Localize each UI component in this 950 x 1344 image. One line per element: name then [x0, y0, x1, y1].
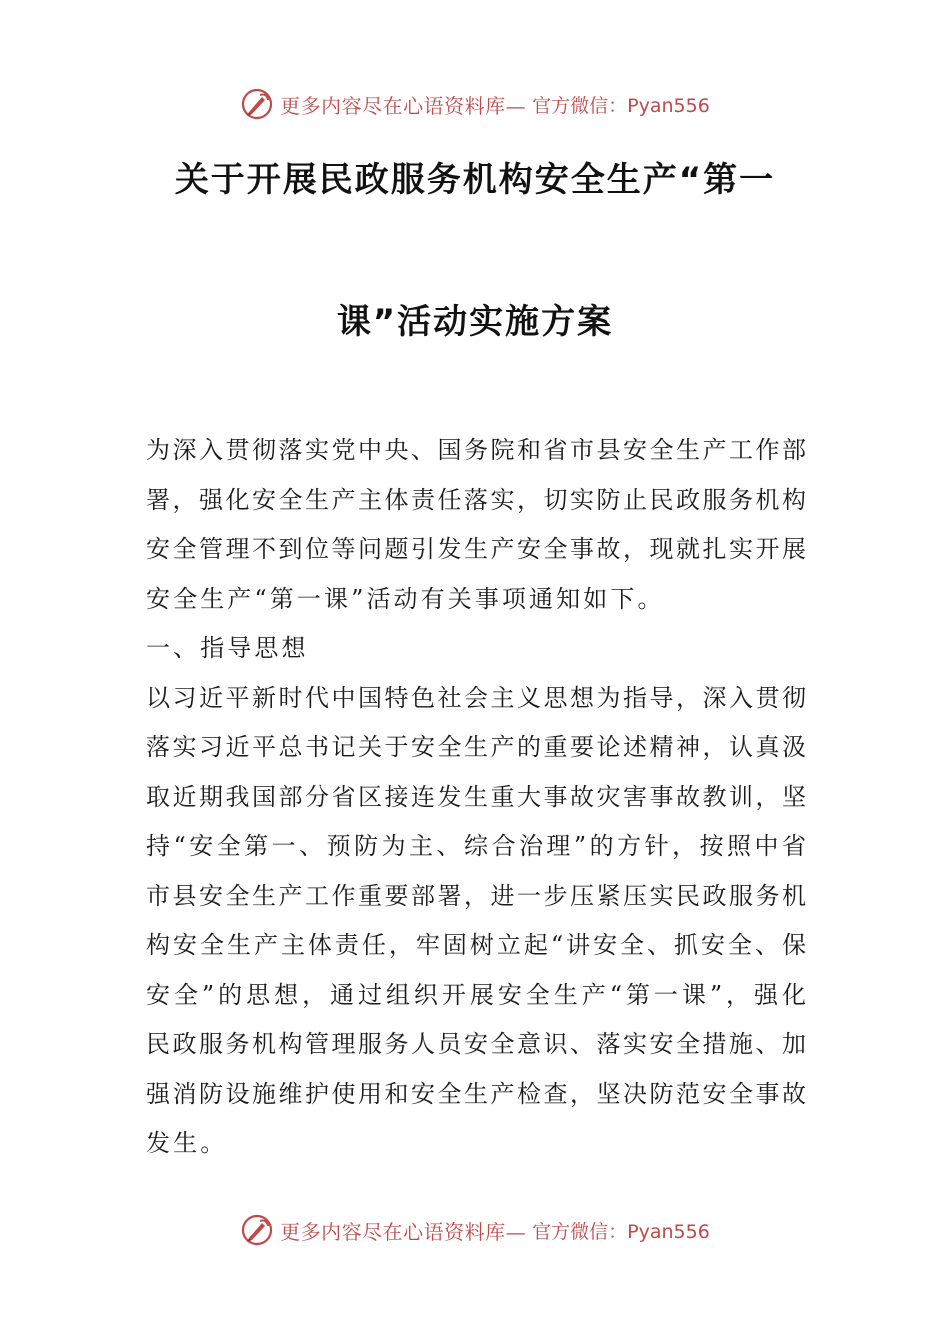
body-line: 安全管理不到位等问题引发生产安全事故，现就扎实开展 [146, 535, 806, 563]
section-heading: 一、指导思想 [146, 634, 309, 662]
pen-logo-icon [240, 87, 274, 121]
body-line: 安全生产“第一课”活动有关事项通知如下。 [146, 584, 665, 613]
body-line: 为深入贯彻落实党中央、国务院和省市县安全生产工作部 [146, 436, 806, 464]
body-line: 民政服务机构管理服务人员安全意识、落实安全措施、加 [146, 1030, 806, 1058]
body-line: 强消防设施维护使用和安全生产检查，坚决防范安全事故 [146, 1079, 806, 1108]
body-line: 以习近平新时代中国特色社会主义思想为指导，深入贯彻 [146, 683, 806, 712]
document-title-line-1: 关于开展民政服务机构安全生产“第一 [174, 160, 776, 200]
body-line: 构安全生产主体责任，牢固树立起“讲安全、抓安全、保 [146, 931, 806, 959]
body-line: 持“安全第一、预防为主、综合治理”的方针，按照中省 [146, 832, 806, 860]
body-line: 署，强化安全生产主体责任落实，切实防止民政服务机构 [146, 485, 806, 514]
document-title-line-2: 课”活动实施方案 [336, 302, 614, 342]
body-line: 取近期我国部分省区接连发生重大事故灾害事故教训，坚 [146, 782, 806, 811]
watermark-header [0, 84, 950, 124]
watermark-text: 更多内容尽在心语资料库— [280, 1219, 527, 1244]
body-line: 安全”的思想，通过组织开展安全生产“第一课”，强化 [146, 980, 806, 1009]
watermark-footer [0, 1210, 950, 1250]
body-line: 市县安全生产工作重要部署，进一步压紧压实民政服务机 [146, 881, 806, 910]
pen-logo-icon [240, 1213, 274, 1247]
watermark-contact: 官方微信：Pyan556 [532, 94, 710, 117]
body-line: 发生。 [146, 1129, 228, 1157]
watermark-contact: 官方微信：Pyan556 [532, 1220, 710, 1243]
body-line: 落实习近平总书记关于安全生产的重要论述精神，认真汲 [146, 733, 806, 761]
watermark-text: 更多内容尽在心语资料库— [280, 93, 527, 118]
document-body [146, 426, 806, 1169]
